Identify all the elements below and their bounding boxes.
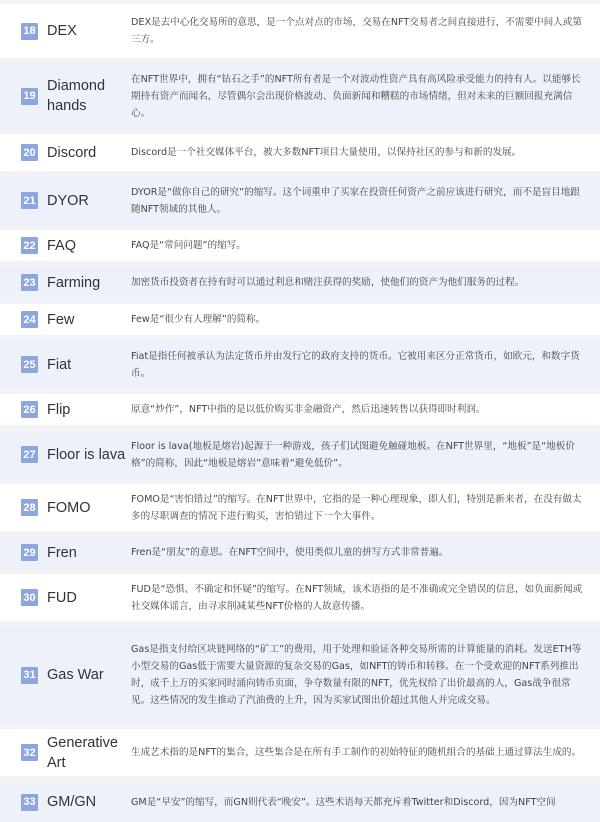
glossary-row <box>0 267 600 298</box>
entry-number: 23 <box>21 274 38 291</box>
entry-term: Gas War <box>47 667 104 683</box>
entry-number: 31 <box>21 667 38 684</box>
entry-definition: Fiat是指任何被承认为法定货币并由发行它的政府支持的货币。它被用来区分正常货币，如欧元，和数字货币。 <box>131 350 580 379</box>
entry-definition: Few是“很少有人理解”的简称。 <box>131 314 266 325</box>
glossary-row <box>0 431 600 478</box>
entry-definition: Fren是“朋友”的意思。在NFT空间中，使用类似儿童的拼写方式非常普遍。 <box>131 547 449 558</box>
glossary-row <box>0 134 600 171</box>
entry-term: Flip <box>47 401 71 418</box>
entry-number: 24 <box>21 311 38 328</box>
entry-term: FOMO <box>47 499 91 516</box>
glossary-row <box>0 729 600 776</box>
entry-definition: Discord是一个社交媒体平台，被大多数NFT项目大量使用，以保持社区的参与和新的发展。 <box>131 147 522 158</box>
entry-term: FUD <box>47 589 77 606</box>
entry-term: Discord <box>47 144 97 161</box>
entry-definition: Floor is lava(地板是熔岩)起源于一种游戏，孩子们试图避免触碰地板。在NFT世界里，“地板”是“地板价格”的简称，因此“地板是熔岩”意味着“避免低价”。 <box>131 440 575 469</box>
entry-number: 19 <box>21 88 38 105</box>
entry-definition: 生成艺术指的是NFT的集合，这些集合是在所有手工制作的初始特征的随机组合的基础上通过算法生成的。 <box>131 747 582 758</box>
glossary-row <box>0 304 600 335</box>
glossary-row <box>0 394 600 425</box>
entry-number: 26 <box>21 401 38 418</box>
entry-term: Fren <box>47 544 77 561</box>
entry-definition: 原意“炒作”，NFT中指的是以低价购买非金融资产，然后迅速转售以获得即时利润。 <box>131 404 486 415</box>
nft-glossary-table <box>0 4 600 822</box>
glossary-row <box>0 64 600 128</box>
glossary-row <box>0 341 600 388</box>
entry-term: DYOR <box>47 192 89 209</box>
glossary-row <box>0 177 600 224</box>
entry-number: 27 <box>21 446 38 463</box>
entry-number: 28 <box>21 499 38 516</box>
entry-term: Fiat <box>47 356 72 373</box>
entry-definition: FUD是“恐惧、不确定和怀疑”的缩写。在NFT领域，该术语指的是不准确或完全错误的信息，如负面新闻或社交媒体谣言，由寻求削减某些NFT价格的人故意传播。 <box>131 583 583 612</box>
entry-term: Farming <box>47 274 101 291</box>
glossary-row <box>0 4 600 58</box>
entry-definition: 在NFT世界中，拥有“钻石之手”的NFT所有者是一个对波动性资产具有高风险承受能力的持有人。以能够长期持有资产而闻名，尽管偶尔会出现价格波动、负面新闻和糟糕的市场情绪，但对未来的巨额回报充满信心。 <box>131 73 581 119</box>
entry-definition: 加密货币投资者在持有时可以通过利息和赌注获得的奖励，使他们的资产为他们服务的过程。 <box>131 277 525 288</box>
entry-term: Generative Art <box>47 734 118 771</box>
glossary-row <box>0 537 600 568</box>
glossary-row <box>0 782 600 822</box>
glossary-row <box>0 230 600 261</box>
entry-number: 22 <box>21 237 38 254</box>
entry-term: Diamond hands <box>47 78 106 114</box>
entry-number: 30 <box>21 589 38 606</box>
entry-definition: FOMO是“害怕错过”的缩写。在NFT世界中，它指的是一种心理现象，即人们，特别是新来者，在没有做太多的尽职调查的情况下进行购买，害怕错过下一个大事件。 <box>131 493 582 522</box>
glossary-row <box>0 627 600 723</box>
entry-number: 18 <box>21 23 38 40</box>
entry-term: Floor is lava <box>47 446 126 463</box>
entry-number: 33 <box>21 794 38 811</box>
entry-term: GM/GN <box>47 794 97 810</box>
entry-number: 25 <box>21 356 38 373</box>
entry-definition: DYOR是“做你自己的研究”的缩写。这个词重申了买家在投资任何资产之前应该进行研究，而不是盲目地跟随NFT领域的其他人。 <box>131 186 580 215</box>
entry-definition: GM是“早安”的缩写，而GN则代表“晚安”。这些术语每天都充斥着Twitter和Discord，因为NFT空间 <box>131 796 556 808</box>
entry-term: Few <box>47 311 75 328</box>
entry-number: 32 <box>21 744 38 761</box>
glossary-row <box>0 574 600 621</box>
entry-definition: DEX是去中心化交易所的意思，是一个点对点的市场，交易在NFT交易者之间直接进行，不需要中间人或第三方。 <box>131 17 582 45</box>
entry-definition: FAQ是“常问问题”的缩写。 <box>131 240 246 251</box>
entry-number: 21 <box>21 192 38 209</box>
glossary-row <box>0 484 600 531</box>
entry-term: FAQ <box>47 237 77 254</box>
entry-definition: Gas是指支付给区块链网络的“矿工”的费用，用于处理和验证各种交易所需的计算能量的消耗。发送ETH等小型交易的Gas低于需要大量资源的复杂交易的Gas，如NFT的铸币和转移。在一个受欢迎的NFT系列推出时，成千上万的买家同时涌向铸币页面，争夺数量有限的NFT，优先权给了出价最高的人，Gas战争很常见。这些情况的发生推动了汽油费的上升，因为买家试图出价超过其他人并完成交易。 <box>131 644 582 706</box>
entry-term: DEX <box>47 23 77 39</box>
entry-number: 20 <box>21 144 38 161</box>
entry-number: 29 <box>21 544 38 561</box>
